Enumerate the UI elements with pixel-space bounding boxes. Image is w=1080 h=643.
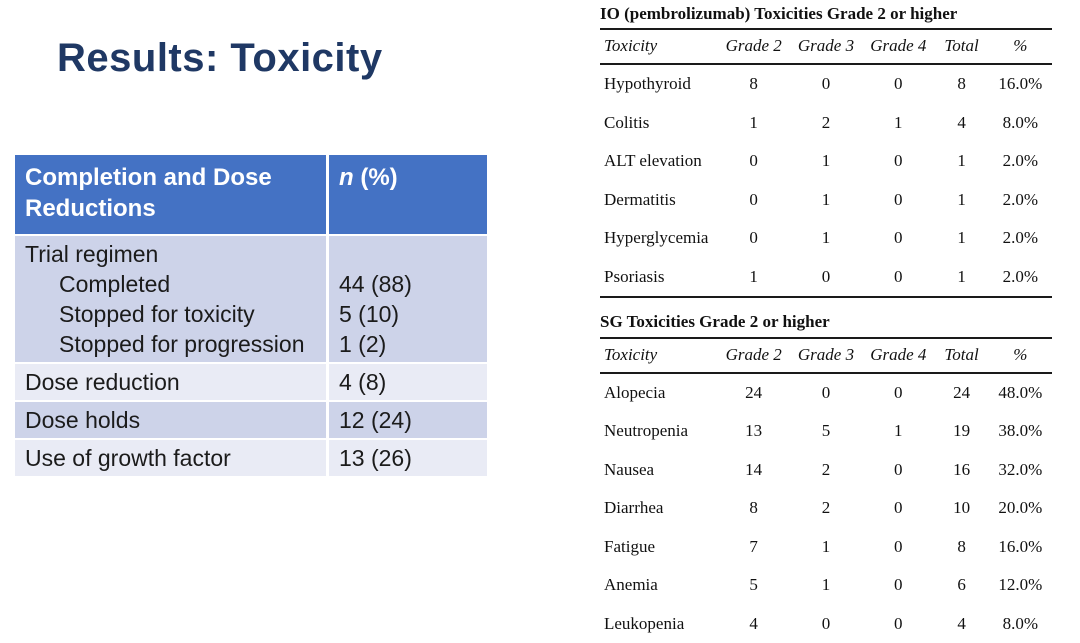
grade2-cell: 7 <box>749 536 758 556</box>
grade4-cell: 1 <box>894 421 903 441</box>
grade3-cell: 0 <box>790 258 862 298</box>
sg-toxicity-table <box>600 310 1052 643</box>
grade3-cell: 2 <box>821 498 831 518</box>
grade2-cell: 0 <box>749 151 758 171</box>
col-header-percent: % <box>989 30 1052 64</box>
grade3-cell: 1 <box>821 536 831 556</box>
toxicity-cell: Diarrhea <box>604 498 664 518</box>
row-label: Trial regimen <box>25 241 159 268</box>
grade3-cell: 1 <box>821 575 831 595</box>
io-table-title: IO (pembrolizumab) Toxicities Grade 2 or higher <box>600 2 1052 30</box>
grade3-cell: 0 <box>821 382 831 402</box>
grade4-cell: 0 <box>894 74 903 94</box>
col-header-grade3: Grade 3 <box>790 339 862 373</box>
grade2-cell: 24 <box>745 382 763 402</box>
table-row <box>600 451 1052 490</box>
row-values <box>329 236 487 362</box>
table-row-trial-regimen <box>15 236 487 362</box>
total-cell: 8 <box>957 74 966 94</box>
grade2-cell: 1 <box>718 258 790 298</box>
col-header-grade2: Grade 2 <box>718 30 790 64</box>
col-header-grade4: Grade 4 <box>862 30 934 64</box>
total-cell: 10 <box>953 498 971 518</box>
n-italic: n <box>339 164 354 191</box>
grade4-cell: 1 <box>894 112 903 132</box>
grade4-cell: 0 <box>894 498 903 518</box>
table-row <box>600 528 1052 567</box>
col-header-toxicity: Toxicity <box>600 339 718 373</box>
col-header-grade3: Grade 3 <box>790 30 862 64</box>
toxicity-cell: Anemia <box>604 575 658 595</box>
total-cell: 1 <box>957 151 966 171</box>
table-row <box>600 142 1052 181</box>
table-row <box>600 219 1052 258</box>
grade4-cell: 0 <box>894 228 903 248</box>
toxicity-cell: Leukopenia <box>604 613 685 633</box>
total-cell: 19 <box>953 421 971 441</box>
percent-cell: 8.0% <box>1002 613 1039 633</box>
grade3-cell: 1 <box>821 189 831 209</box>
pct-label: (%) <box>353 164 398 191</box>
col-header-toxicity: Toxicity <box>600 30 718 64</box>
row-value: 1 (2) <box>339 331 387 358</box>
row-labels <box>15 364 326 400</box>
total-cell: 1 <box>957 228 966 248</box>
percent-cell: 20.0% <box>998 498 1043 518</box>
percent-cell: 32.0% <box>998 459 1043 479</box>
percent-cell: 8.0% <box>1002 112 1039 132</box>
io-header-row <box>600 30 1052 64</box>
toxicity-cell: Colitis <box>604 112 650 132</box>
table-row-dose-reduction <box>15 364 487 400</box>
grade2-cell: 0 <box>749 228 758 248</box>
row-labels <box>15 236 326 362</box>
row-values <box>329 440 487 476</box>
toxicity-cell: Hyperglycemia <box>604 228 709 248</box>
grade3-cell: 2 <box>821 112 831 132</box>
grade2-cell: 8 <box>749 498 758 518</box>
toxicity-cell: Fatigue <box>604 536 655 556</box>
row-value <box>339 239 477 269</box>
sg-header-row <box>600 339 1052 373</box>
grade2-cell: 14 <box>745 459 763 479</box>
row-values <box>329 364 487 400</box>
row-value: 4 (8) <box>339 369 387 396</box>
total-cell: 4 <box>957 112 966 132</box>
grade4-cell: 0 <box>894 189 903 209</box>
grade4-cell: 0 <box>894 613 903 633</box>
sg-table-title: SG Toxicities Grade 2 or higher <box>600 310 1052 338</box>
table-row <box>600 181 1052 220</box>
grade3-cell: 5 <box>821 421 831 441</box>
percent-cell: 2.0% <box>989 258 1052 298</box>
grade4-cell: 0 <box>894 151 903 171</box>
grade3-cell: 1 <box>821 228 831 248</box>
table-row-dose-holds <box>15 402 487 438</box>
toxicity-cell: Hypothyroid <box>604 74 691 94</box>
grade2-cell: 8 <box>749 74 758 94</box>
row-value: 44 (88) <box>339 271 412 298</box>
total-cell: 6 <box>957 575 966 595</box>
grade3-cell: 0 <box>821 74 831 94</box>
grade3-cell: 1 <box>821 151 831 171</box>
percent-cell: 38.0% <box>998 421 1043 441</box>
table-row <box>600 605 1052 643</box>
percent-cell: 48.0% <box>998 382 1043 402</box>
row-label: Dose reduction <box>25 369 180 396</box>
total-cell: 8 <box>957 536 966 556</box>
grade4-cell: 0 <box>894 459 903 479</box>
completion-table-header-row <box>15 155 487 234</box>
row-label: Use of growth factor <box>25 445 231 472</box>
table-row <box>600 64 1052 104</box>
toxicity-cell: Dermatitis <box>604 189 676 209</box>
completion-dose-table <box>15 155 487 476</box>
row-label: Stopped for toxicity <box>59 301 255 328</box>
table-row-growth-factor <box>15 440 487 476</box>
col-header-percent: % <box>989 339 1052 373</box>
toxicity-cell: Psoriasis <box>600 258 718 298</box>
percent-cell: 2.0% <box>1002 151 1039 171</box>
percent-cell: 2.0% <box>1002 228 1039 248</box>
row-value: 13 (26) <box>339 445 412 472</box>
completion-header-label: Completion and Dose Reductions <box>15 155 326 234</box>
io-toxicity-table <box>600 2 1052 298</box>
grade2-cell: 4 <box>749 613 758 633</box>
grade4-cell: 0 <box>894 536 903 556</box>
col-header-grade4: Grade 4 <box>862 339 934 373</box>
grade4-cell: 0 <box>894 382 903 402</box>
table-row <box>600 489 1052 528</box>
total-cell: 24 <box>953 382 971 402</box>
grade2-cell: 5 <box>749 575 758 595</box>
table-row <box>600 412 1052 451</box>
row-label: Completed <box>59 271 171 298</box>
grade4-cell: 0 <box>862 258 934 298</box>
percent-cell: 12.0% <box>998 575 1043 595</box>
toxicity-cell: Nausea <box>604 459 655 479</box>
row-value: 12 (24) <box>339 407 412 434</box>
col-header-grade2: Grade 2 <box>718 339 790 373</box>
col-header-total: Total <box>934 30 988 64</box>
total-cell: 4 <box>957 613 966 633</box>
percent-cell: 2.0% <box>1002 189 1039 209</box>
row-labels <box>15 402 326 438</box>
total-cell: 1 <box>934 258 988 298</box>
toxicity-cell: ALT elevation <box>604 151 702 171</box>
total-cell: 16 <box>953 459 971 479</box>
grade3-cell: 0 <box>821 613 831 633</box>
row-label: Stopped for progression <box>59 331 305 358</box>
grade2-cell: 13 <box>745 421 763 441</box>
table-row <box>600 373 1052 413</box>
row-values <box>329 402 487 438</box>
grade4-cell: 0 <box>894 575 903 595</box>
toxicity-tables-panel <box>600 2 1052 643</box>
table-row <box>600 104 1052 143</box>
table-row <box>600 258 1052 298</box>
slide-title: Results: Toxicity <box>57 36 383 80</box>
row-labels <box>15 440 326 476</box>
grade2-cell: 0 <box>749 189 758 209</box>
toxicity-cell: Neutropenia <box>604 421 689 441</box>
percent-cell: 16.0% <box>998 74 1043 94</box>
row-value: 5 (10) <box>339 301 400 328</box>
grade3-cell: 2 <box>821 459 831 479</box>
col-header-total: Total <box>934 339 988 373</box>
completion-header-n-pct <box>329 155 487 234</box>
grade2-cell: 1 <box>749 112 758 132</box>
toxicity-cell: Alopecia <box>604 382 666 402</box>
total-cell: 1 <box>957 189 966 209</box>
row-label: Dose holds <box>25 407 141 434</box>
percent-cell: 16.0% <box>998 536 1043 556</box>
